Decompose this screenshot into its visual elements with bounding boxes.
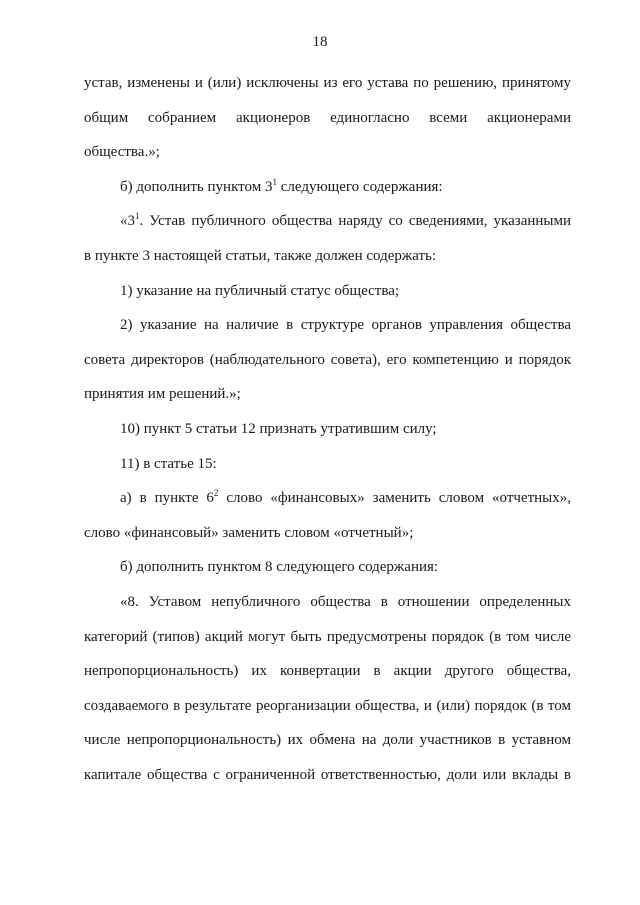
- text-line: [84, 585, 571, 620]
- text-line-content: капитале общества с ограниченной ответственностью, доли или вклады в: [84, 766, 571, 783]
- text-line-content: 1) указание на публичный статус общества;: [120, 282, 400, 299]
- text-line-content: 10) пункт 5 статьи 12 признать утратившим силу;: [120, 420, 437, 437]
- text-line-content: слово «финансовый» заменить словом «отчетный»;: [84, 524, 414, 541]
- text-line-content: числе непропорциональность) их обмена на доли участников в уставном: [84, 732, 571, 749]
- text-line-content: общим собранием акционеров единогласно всеми акционерами: [84, 109, 571, 126]
- text-line-content: совета директоров (наблюдательного совета), его компетенцию и порядок: [84, 351, 571, 368]
- text-line-content: в пункте 3 настоящей статьи, также должен содержать:: [84, 247, 437, 264]
- text-line: [84, 101, 571, 136]
- text-line: [84, 170, 571, 205]
- text-line: [84, 66, 571, 101]
- text-line-continuation: следующего содержания:: [276, 178, 443, 195]
- superscript-index: 1: [272, 176, 277, 187]
- text-line: [84, 689, 571, 724]
- text-line: [84, 516, 571, 551]
- text-line-content: а) в пункте 6: [120, 490, 214, 507]
- text-line: [84, 723, 571, 758]
- text-line: [84, 447, 571, 482]
- text-line: [84, 550, 571, 585]
- text-line-content: устав, изменены и (или) исключены из его устава по решению, принятому: [84, 75, 571, 91]
- text-line-content: общества.»;: [84, 144, 160, 161]
- text-line: [84, 204, 571, 239]
- body-text: [84, 66, 571, 792]
- text-line-content: принятия им решений.»;: [84, 386, 241, 403]
- text-line: [84, 481, 571, 516]
- page-number: 18: [312, 34, 328, 50]
- text-line: [84, 274, 571, 309]
- text-line-content: б) дополнить пунктом 3: [120, 178, 273, 195]
- text-line: [84, 620, 571, 655]
- text-line: [84, 343, 571, 378]
- text-line-content: 11) в статье 15:: [120, 455, 217, 472]
- text-line-content: «8. Уставом непубличного общества в отношении определенных: [120, 593, 571, 610]
- text-line-content: категорий (типов) акций могут быть предусмотрены порядок (в том числе: [84, 628, 571, 645]
- text-line: [84, 239, 571, 274]
- superscript-index: 1: [135, 211, 140, 222]
- text-line: [84, 654, 571, 689]
- superscript-index: 2: [213, 488, 219, 499]
- text-line: [84, 308, 571, 343]
- text-line-continuation: слово «финансовых» заменить словом «отчетных»,: [218, 490, 572, 507]
- text-line: [84, 135, 571, 170]
- text-line: [84, 412, 571, 447]
- text-line-content: 2) указание на наличие в структуре органов управления общества: [120, 317, 571, 334]
- text-line-continuation: . Устав публичного общества наряду со сведениями, указанными: [139, 213, 571, 230]
- text-line: [84, 758, 571, 793]
- text-line-content: непропорциональность) их конвертации в акции другого общества,: [84, 663, 571, 680]
- text-line-content: «3: [120, 213, 135, 230]
- text-line: [84, 377, 571, 412]
- text-line-content: создаваемого в результате реорганизации общества, и (или) порядок (в том: [84, 697, 571, 714]
- text-line-content: б) дополнить пунктом 8 следующего содержания:: [120, 559, 439, 576]
